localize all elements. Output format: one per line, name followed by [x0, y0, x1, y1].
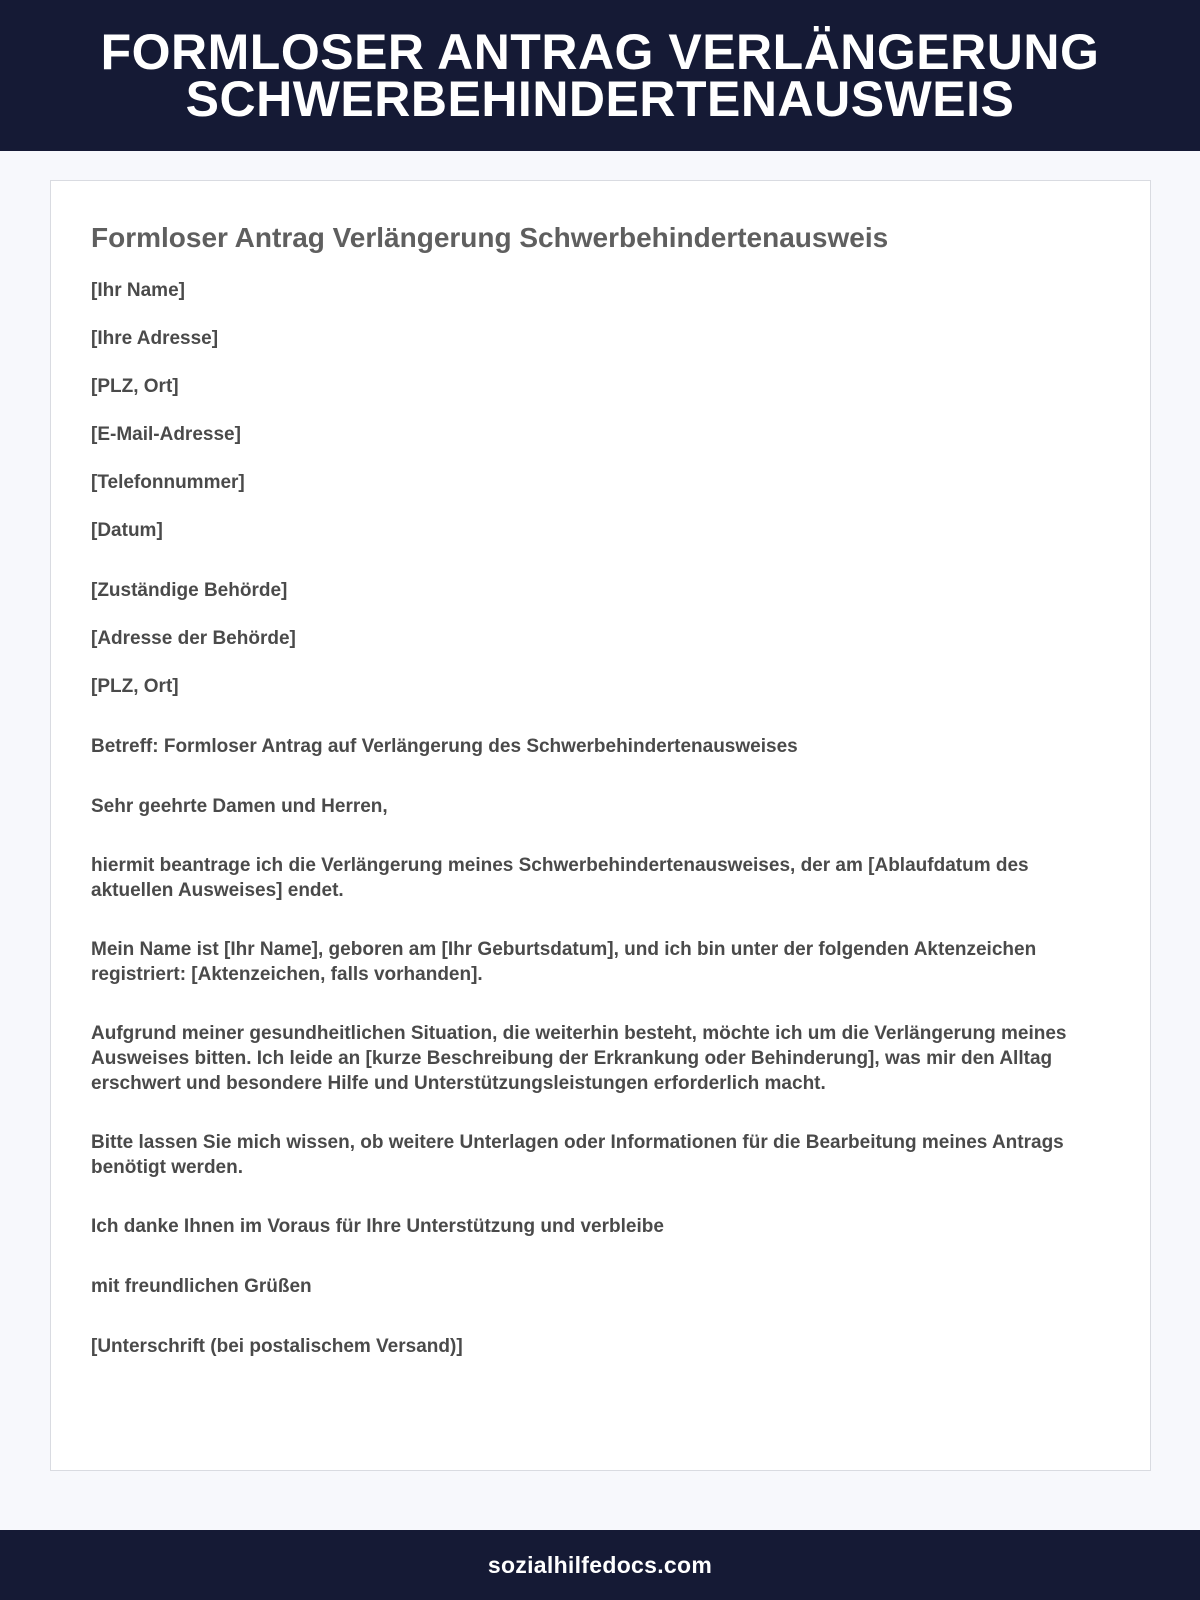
page-banner-title	[50, 23, 1150, 127]
letter-paragraph: Bitte lassen Sie mich wissen, ob weitere Unterlagen oder Informationen für die Bearbeitung meines Antrags benötigt werden.	[91, 1132, 1064, 1178]
document-card	[50, 180, 1151, 1471]
page-header	[0, 0, 1200, 151]
footer-site-link[interactable]: sozialhilfedocs.com	[487, 1551, 713, 1578]
sender-phone: [Telefonnummer]	[91, 472, 245, 493]
letter-salutation: Sehr geehrte Damen und Herren,	[91, 796, 388, 817]
recipient-authority: [Zuständige Behörde]	[91, 580, 288, 601]
page-footer	[0, 1530, 1200, 1600]
letter-subject: Betreff: Formloser Antrag auf Verlängerung des Schwerbehindertenausweises	[91, 736, 798, 757]
sender-name: [Ihr Name]	[91, 280, 185, 301]
recipient-zip-city: [PLZ, Ort]	[91, 676, 179, 697]
letter-paragraph: Aufgrund meiner gesundheitlichen Situation, die weiterhin besteht, möchte ich um die Verlängerung meines Ausweises bitten. Ich leide an [kurze Beschreibung der Erkrankung oder Behinderung], was mir den Alltag erschwert und besondere Hilfe und Unterstützungsleistungen erforderlich macht.	[91, 1023, 1067, 1094]
banner-title-line-2: SCHWERBEHINDERTENAUSWEIS	[185, 70, 1015, 127]
document-title: Formloser Antrag Verlängerung Schwerbehindertenausweis	[91, 222, 889, 253]
letter-paragraph: hiermit beantrage ich die Verlängerung meines Schwerbehindertenausweises, der am [Ablaufdatum des aktuellen Ausweises] endet.	[91, 855, 1029, 901]
sender-address: [Ihre Adresse]	[91, 328, 219, 349]
sender-zip-city: [PLZ, Ort]	[91, 376, 179, 397]
banner-title-line-1: FORMLOSER ANTRAG VERLÄNGERUNG	[100, 23, 1100, 80]
letter-paragraph: Ich danke Ihnen im Voraus für Ihre Unterstützung und verbleibe	[91, 1216, 664, 1237]
recipient-address: [Adresse der Behörde]	[91, 628, 296, 649]
sender-email: [E-Mail-Adresse]	[91, 424, 241, 445]
letter-paragraph: Mein Name ist [Ihr Name], geboren am [Ihr Geburtsdatum], und ich bin unter der folgenden Aktenzeichen registriert: [Aktenzeichen, falls vorhanden].	[91, 939, 1037, 985]
letter-signature: [Unterschrift (bei postalischem Versand)]	[91, 1336, 463, 1357]
letter-date: [Datum]	[91, 520, 163, 541]
letter-closing: mit freundlichen Grüßen	[91, 1276, 312, 1297]
